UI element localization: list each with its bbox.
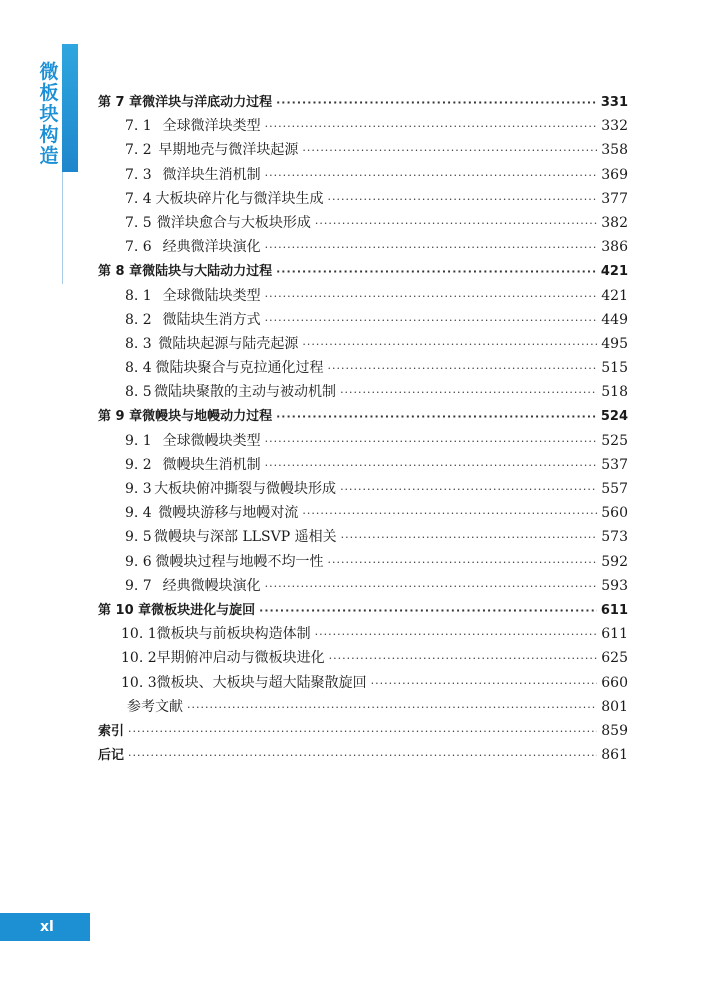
book-title-char: 板 [39,82,59,104]
toc-entry-title: 微陆块起源与陆壳起源 [158,335,299,352]
toc-dot-leader [276,96,597,109]
toc-entry-page: 537 [601,456,628,473]
toc-entry[interactable] [98,139,628,163]
table-of-contents [98,91,628,768]
toc-entry-page: 611 [601,626,628,643]
toc-entry-number: 9. 3 [125,481,152,497]
toc-dot-leader [340,386,597,399]
toc-entry-page: 524 [600,409,628,425]
toc-entry[interactable] [98,430,628,454]
toc-entry-page: 331 [600,95,628,110]
toc-entry[interactable] [98,164,628,188]
toc-dot-leader [371,677,598,690]
toc-entry-number: 第 7 章 [98,95,143,110]
toc-entry-number: 10. 1 [121,626,157,643]
toc-dot-leader [327,193,597,206]
toc-dot-leader [302,338,597,351]
toc-entry[interactable] [98,212,628,236]
toc-entry-title: 全球微幔块类型 [162,432,261,449]
toc-entry[interactable] [98,309,628,333]
toc-entry[interactable] [98,236,628,260]
toc-entry-title: 参考文献 [127,698,183,715]
toc-dot-leader [327,362,597,375]
toc-entry[interactable] [98,478,628,502]
toc-entry-title: 微板块与前板块构造体制 [156,626,311,643]
side-tab-bar [62,44,78,172]
toc-entry-title: 全球微洋块类型 [162,118,261,135]
toc-entry[interactable] [98,696,628,720]
toc-entry-title: 早期地壳与微洋块起源 [158,142,299,159]
book-title-char: 造 [39,145,59,167]
side-rule [62,172,63,284]
toc-entry-number: 10. 3 [121,674,157,691]
toc-entry-title: 微陆块生消方式 [162,311,261,328]
toc-entry-title: 大板块俯冲撕裂与微幔块形成 [154,481,337,497]
toc-entry-page: 358 [601,142,628,159]
toc-entry-title: 经典微幔块演化 [162,577,261,594]
toc-entry-title: 微幔块与地幔动力过程 [142,409,273,425]
toc-entry-page: 859 [601,722,628,739]
toc-entry-page: 625 [601,650,628,667]
toc-entry-title: 后记 [98,748,125,764]
toc-entry-title: 微洋块愈合与大板块形成 [156,214,311,231]
toc-entry-page: 518 [601,384,628,401]
toc-dot-leader [265,120,598,133]
toc-dot-leader [315,217,597,230]
toc-chapter-entry[interactable] [98,260,628,284]
book-title-char: 块 [39,103,59,125]
toc-entry-title: 微陆块与大陆动力过程 [142,264,273,280]
toc-dot-leader [259,604,597,617]
toc-entry-title: 微陆块聚合与克拉通化过程 [155,360,324,377]
toc-dot-leader [340,483,597,496]
toc-dot-leader [128,725,597,738]
toc-entry-title: 早期俯冲启动与微板块进化 [156,650,325,667]
toc-entry-number: 8. 1 [125,287,152,304]
toc-dot-leader [341,531,598,544]
toc-entry-number: 第 9 章 [98,409,143,425]
toc-entry-number: 9. 4 [125,505,152,522]
toc-entry-number: 9. 2 [125,456,152,473]
toc-entry-number: 9. 7 [125,577,152,594]
toc-entry[interactable] [98,744,628,768]
toc-entry[interactable] [98,357,628,381]
toc-entry-title: 微陆块聚散的主动与被动机制 [154,384,337,401]
toc-dot-leader [265,580,598,593]
toc-entry[interactable] [98,115,628,139]
toc-entry-page: 421 [600,264,628,280]
toc-entry-number: 8. 4 [125,360,152,377]
toc-entry-page: 382 [601,214,628,231]
toc-dot-leader [315,628,598,641]
toc-entry[interactable] [98,502,628,526]
toc-entry-page: 377 [601,190,628,207]
toc-entry-page: 593 [601,577,628,594]
toc-dot-leader [327,556,597,569]
toc-entry[interactable] [98,720,628,744]
toc-entry-page: 573 [601,529,628,546]
page-number: xl [40,919,54,935]
toc-entry-page: 495 [601,335,628,352]
toc-entry-title: 索引 [98,723,125,739]
toc-entry[interactable] [98,454,628,478]
book-title-char: 构 [39,124,59,146]
toc-entry-number: 8. 5 [125,384,152,401]
toc-dot-leader [187,701,597,714]
toc-entry[interactable] [98,381,628,405]
toc-entry-title: 微幔块过程与地幔不均一性 [155,553,324,570]
book-title-vertical [36,62,62,167]
toc-entry-number: 7. 2 [125,142,152,159]
book-title-char: 微 [39,61,59,83]
toc-entry-number: 第 8 章 [98,264,143,280]
page-number-tab [0,913,90,941]
toc-entry[interactable] [98,333,628,357]
toc-entry-number: 9. 5 [125,529,152,546]
toc-entry[interactable] [98,575,628,599]
toc-entry-number: 7. 1 [125,118,152,135]
toc-entry-title: 微洋块与洋底动力过程 [142,95,273,110]
toc-entry[interactable] [98,551,628,575]
toc-entry-title: 微板块进化与旋回 [151,602,256,618]
toc-entry-page: 592 [601,553,628,570]
toc-dot-leader [276,265,597,278]
toc-entry-number: 9. 1 [125,432,152,449]
toc-chapter-entry[interactable] [98,405,628,429]
toc-entry[interactable] [98,672,628,696]
toc-entry-number: 7. 6 [125,239,152,256]
toc-dot-leader [265,459,598,472]
toc-entry[interactable] [98,188,628,212]
toc-entry[interactable] [98,647,628,671]
toc-dot-leader [128,749,597,762]
toc-entry-page: 449 [601,311,628,328]
toc-entry-title: 微幔块生消机制 [162,456,261,473]
toc-dot-leader [265,169,598,182]
toc-entry-page: 560 [601,505,628,522]
toc-dot-leader [265,290,598,303]
toc-dot-leader [329,652,598,665]
toc-entry-title: 微幔块与深部 LLSVP 遥相关 [154,529,337,546]
toc-entry-title: 全球微陆块类型 [162,287,261,304]
toc-entry-page: 611 [600,602,628,618]
toc-entry-title: 微幔块游移与地幔对流 [158,505,299,522]
toc-entry-page: 332 [601,118,628,135]
toc-chapter-entry[interactable] [98,91,628,115]
toc-entry-title: 微洋块生消机制 [162,166,261,183]
toc-entry-number: 7. 3 [125,166,152,183]
toc-entry-page: 386 [601,239,628,256]
toc-entry-page: 660 [601,674,628,691]
toc-entry[interactable] [98,526,628,550]
toc-entry-page: 369 [601,166,628,183]
toc-dot-leader [265,241,598,254]
toc-entry-title: 微板块、大板块与超大陆聚散旋回 [156,674,367,691]
toc-entry-number: 第 10 章 [98,602,152,618]
toc-dot-leader [265,314,598,327]
toc-entry-number: 8. 3 [125,335,152,352]
toc-entry[interactable] [98,623,628,647]
toc-entry[interactable] [98,285,628,309]
toc-entry-page: 801 [601,698,628,715]
toc-dot-leader [276,410,597,423]
toc-entry-title: 经典微洋块演化 [162,239,261,256]
toc-entry-page: 557 [601,481,628,497]
toc-entry-page: 861 [601,747,628,764]
toc-entry-number: 10. 2 [121,650,157,667]
toc-dot-leader [302,507,597,520]
toc-entry-page: 515 [601,360,628,377]
toc-dot-leader [265,435,598,448]
toc-entry-page: 421 [601,287,628,304]
toc-dot-leader [302,144,597,157]
toc-entry-title: 大板块碎片化与微洋块生成 [155,190,324,207]
toc-entry-page: 525 [601,432,628,449]
toc-entry-number: 7. 4 [125,190,152,207]
toc-entry-number: 8. 2 [125,311,152,328]
toc-chapter-entry[interactable] [98,599,628,623]
toc-entry-number: 7. 5 [125,214,152,231]
toc-entry-number: 9. 6 [125,553,152,570]
